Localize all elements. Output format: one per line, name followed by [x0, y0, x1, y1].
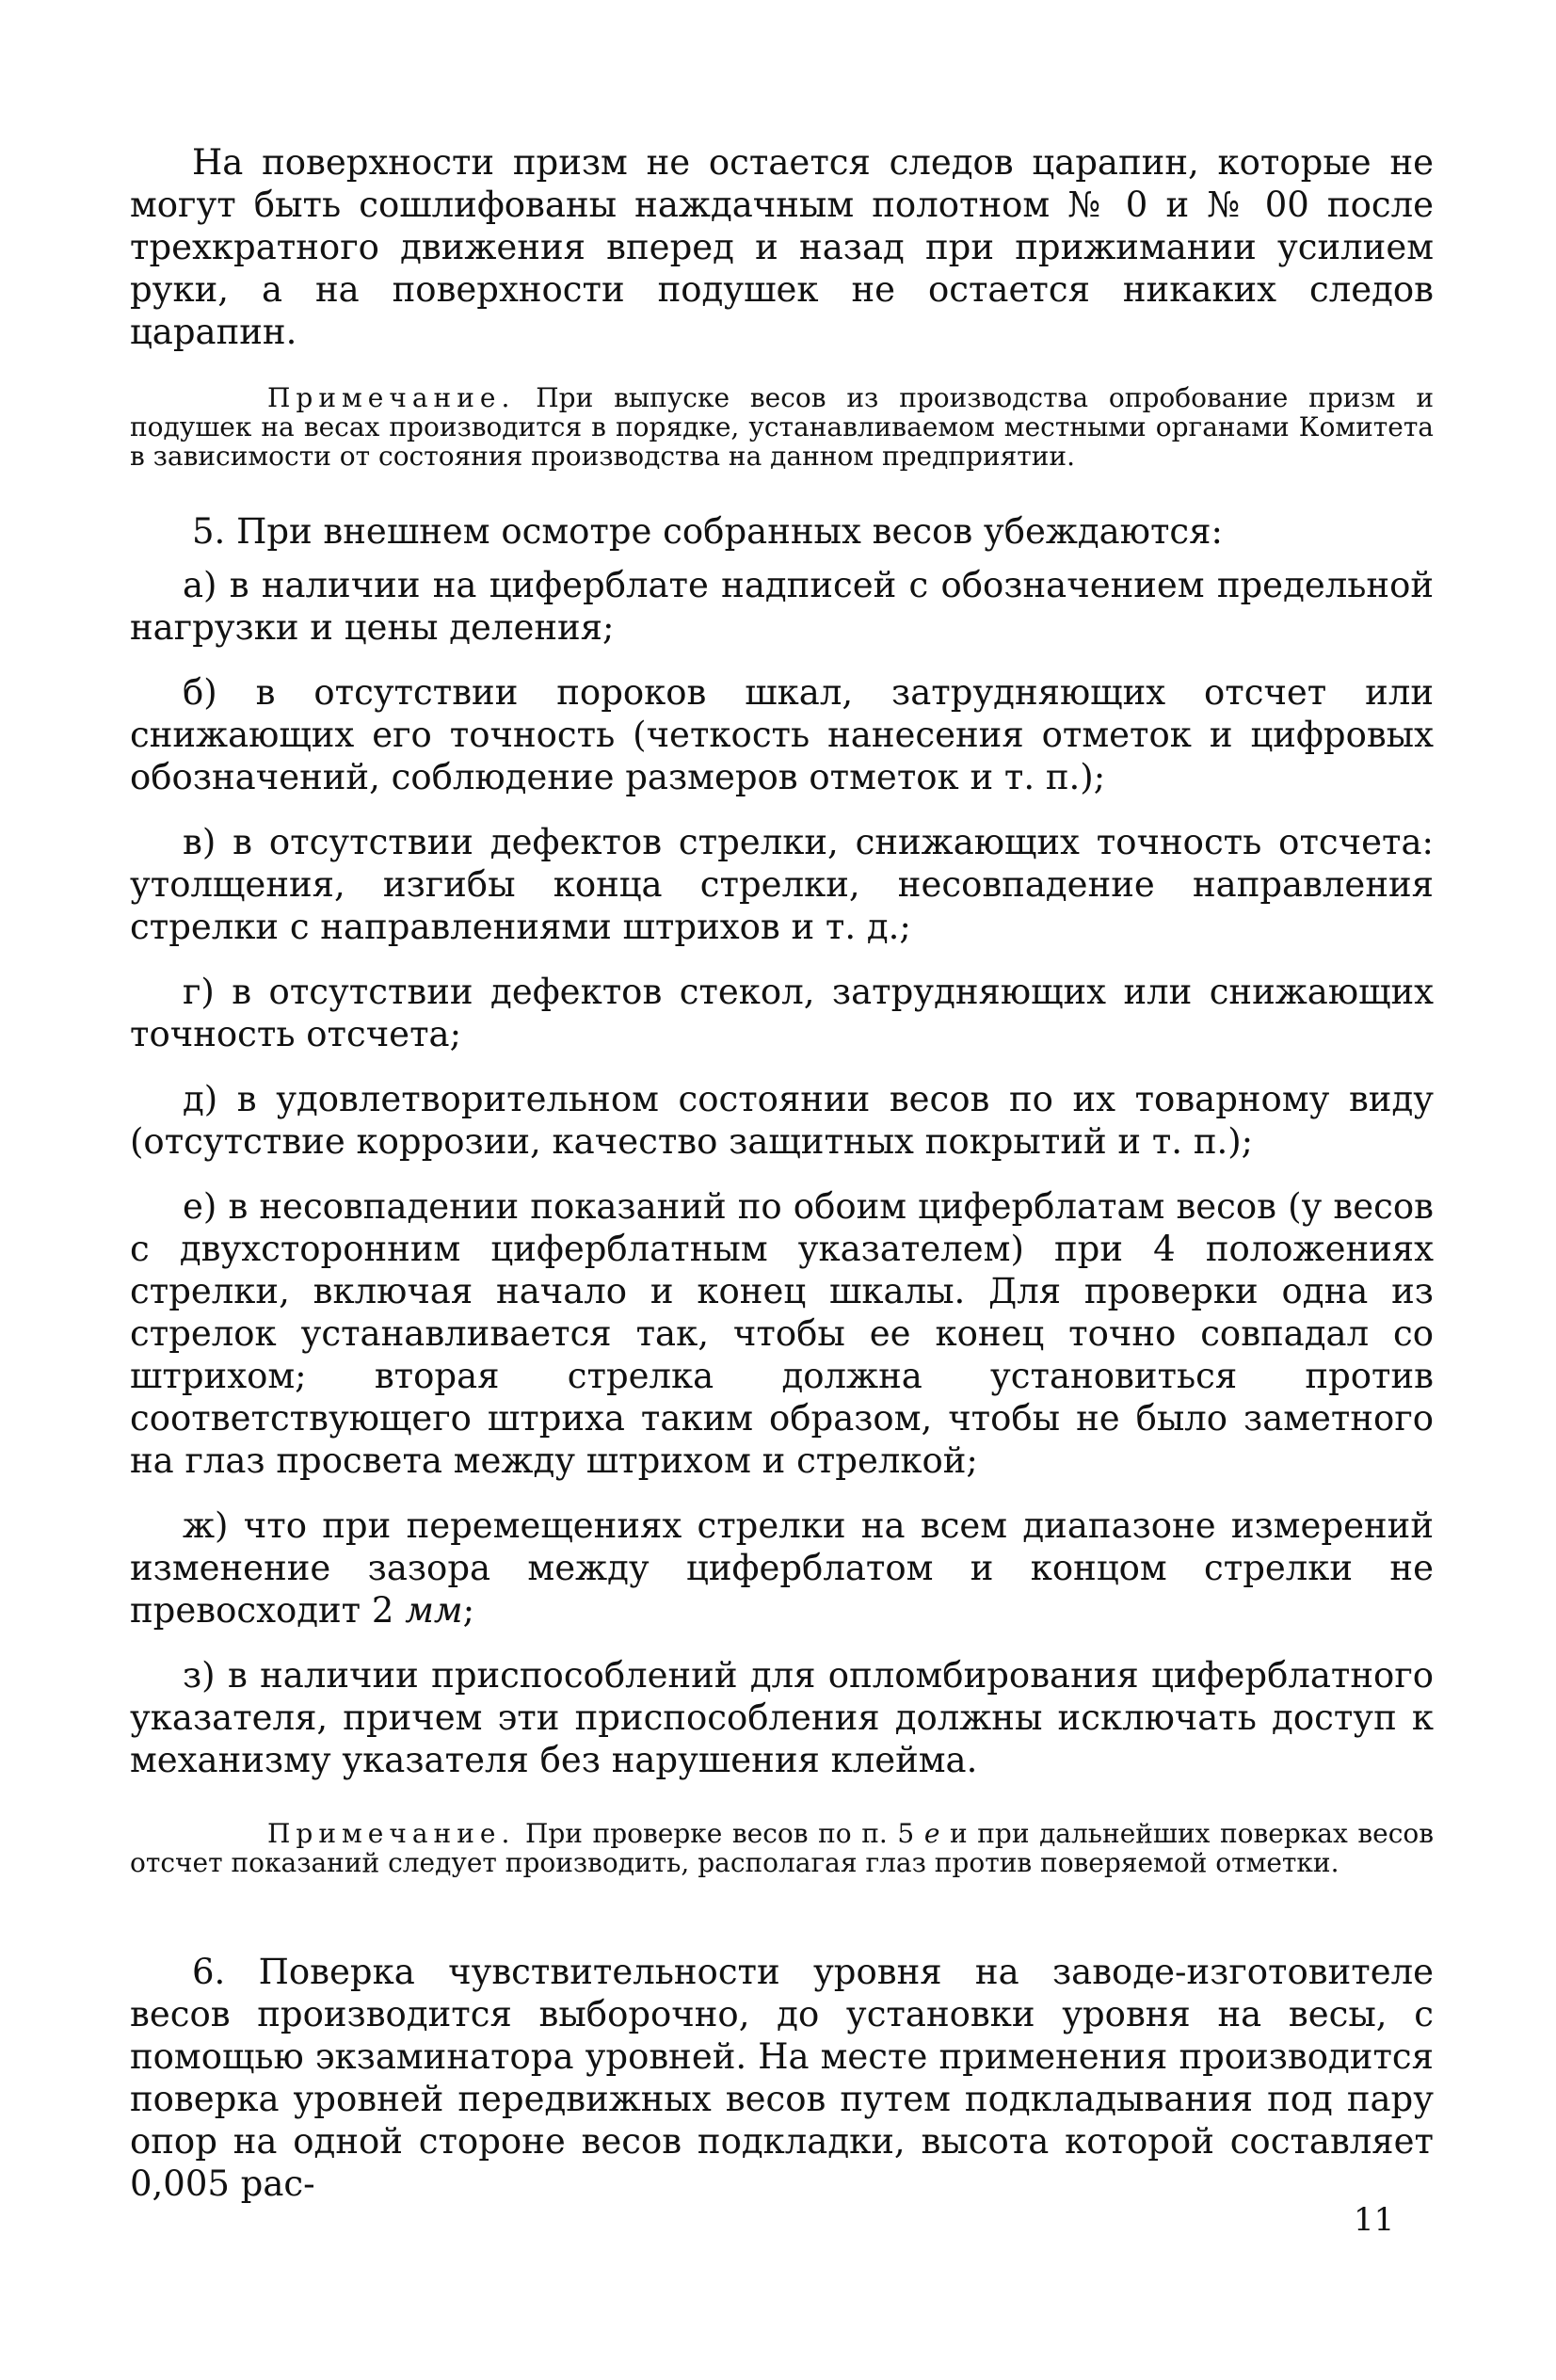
note-label: Примечание. — [267, 1818, 516, 1849]
list-item-b: б) в отсутствии пороков шкал, затрудняющих отсчет или снижающих его точность (четкость нанесения отметок и цифровых обозначений, соблюдение размеров отметок и т. п.); — [130, 672, 1434, 797]
note-label: Примечание. — [267, 382, 516, 413]
note-text-after: и при дальнейших поверках весов отсчет показаний следует производить, располагая глаз против поверяемой отметки. — [130, 1818, 1434, 1878]
list-item-e: е) в несовпадении показаний по обоим циферблатам весов (у весов с двухсторонним циферблатным указателем) при 4 положениях стрелки, включая начало и конец шкалы. Для проверки одна из стрелок устанавливается так, чтобы ее конец точно совпадал со штрихом; вторая стрелка должна установиться против соответствующего штриха таким образом, чтобы не было заметного на глаз просвета между штрихом и стрелкой; — [130, 1186, 1434, 1481]
note-text-before: При проверке весов по п. 5 — [515, 1818, 924, 1849]
page-number: 11 — [1354, 2201, 1395, 2239]
list-item-v: в) в отсутствии дефектов стрелки, снижающих точность отсчета: утолщения, изгибы конца стрелки, несовпадение направления стрелки с направлениями штрихов и т. д.; — [130, 822, 1434, 947]
intro-paragraph: На поверхности призм не остается следов царапин, которые не могут быть сошлифованы наждачным полотном № 0 и № 00 после трехкратного движения вперед и назад при прижимании усилием руки, а на поверхности подушек не остается никаких следов царапин. — [130, 142, 1434, 352]
page-body — [130, 141, 1434, 2205]
note-text: При выпуске весов из производства опробование призм и подушек на весах производится в порядке, устанавливаемом местными органами Комитета в зависимости от состояния производства на данном предприятии. — [130, 382, 1434, 472]
note-production-testing — [130, 383, 1434, 471]
list-item-a: а) в наличии на циферблате надписей с обозначением предельной нагрузки и цены деления; — [130, 565, 1434, 648]
section-6-paragraph: 6. Поверка чувствительности уровня на заводе-изготовителе весов производится выборочно, до установки уровня на весы, с помощью экзаминатора уровней. На месте применения производится поверка уровней передвижных весов путем подкладывания под пару опор на одной стороне весов подкладки, высота которой составляет 0,005 рас- — [130, 1952, 1434, 2204]
list-item-zh — [130, 1504, 1434, 1632]
list-item-d: д) в удовлетворительном состоянии весов по их товарному виду (отсутствие коррозии, качество защитных покрытий и т. п.); — [130, 1079, 1434, 1162]
list-item-zh-text: ж) что при перемещениях стрелки на всем диапазоне измерений изменение зазора между циферблатом и концом стрелки не превосходит 2 — [130, 1505, 1434, 1631]
list-item-z: з) в наличии приспособлений для опломбирования циферблатного указателя, причем эти приспособления должны исключать доступ к механизму указателя без нарушения клейма. — [130, 1655, 1434, 1780]
list-item-g: г) в отсутствии дефектов стекол, затрудняющих или снижающих точность отсчета; — [130, 972, 1434, 1054]
note-reading-position — [130, 1819, 1434, 1877]
unit-mm: мм — [405, 1590, 463, 1631]
note-ref-item: е — [923, 1818, 940, 1849]
list-item-zh-end: ; — [462, 1590, 475, 1631]
section-5-intro: 5. При внешнем осмотре собранных весов убеждаются: — [192, 511, 1223, 552]
